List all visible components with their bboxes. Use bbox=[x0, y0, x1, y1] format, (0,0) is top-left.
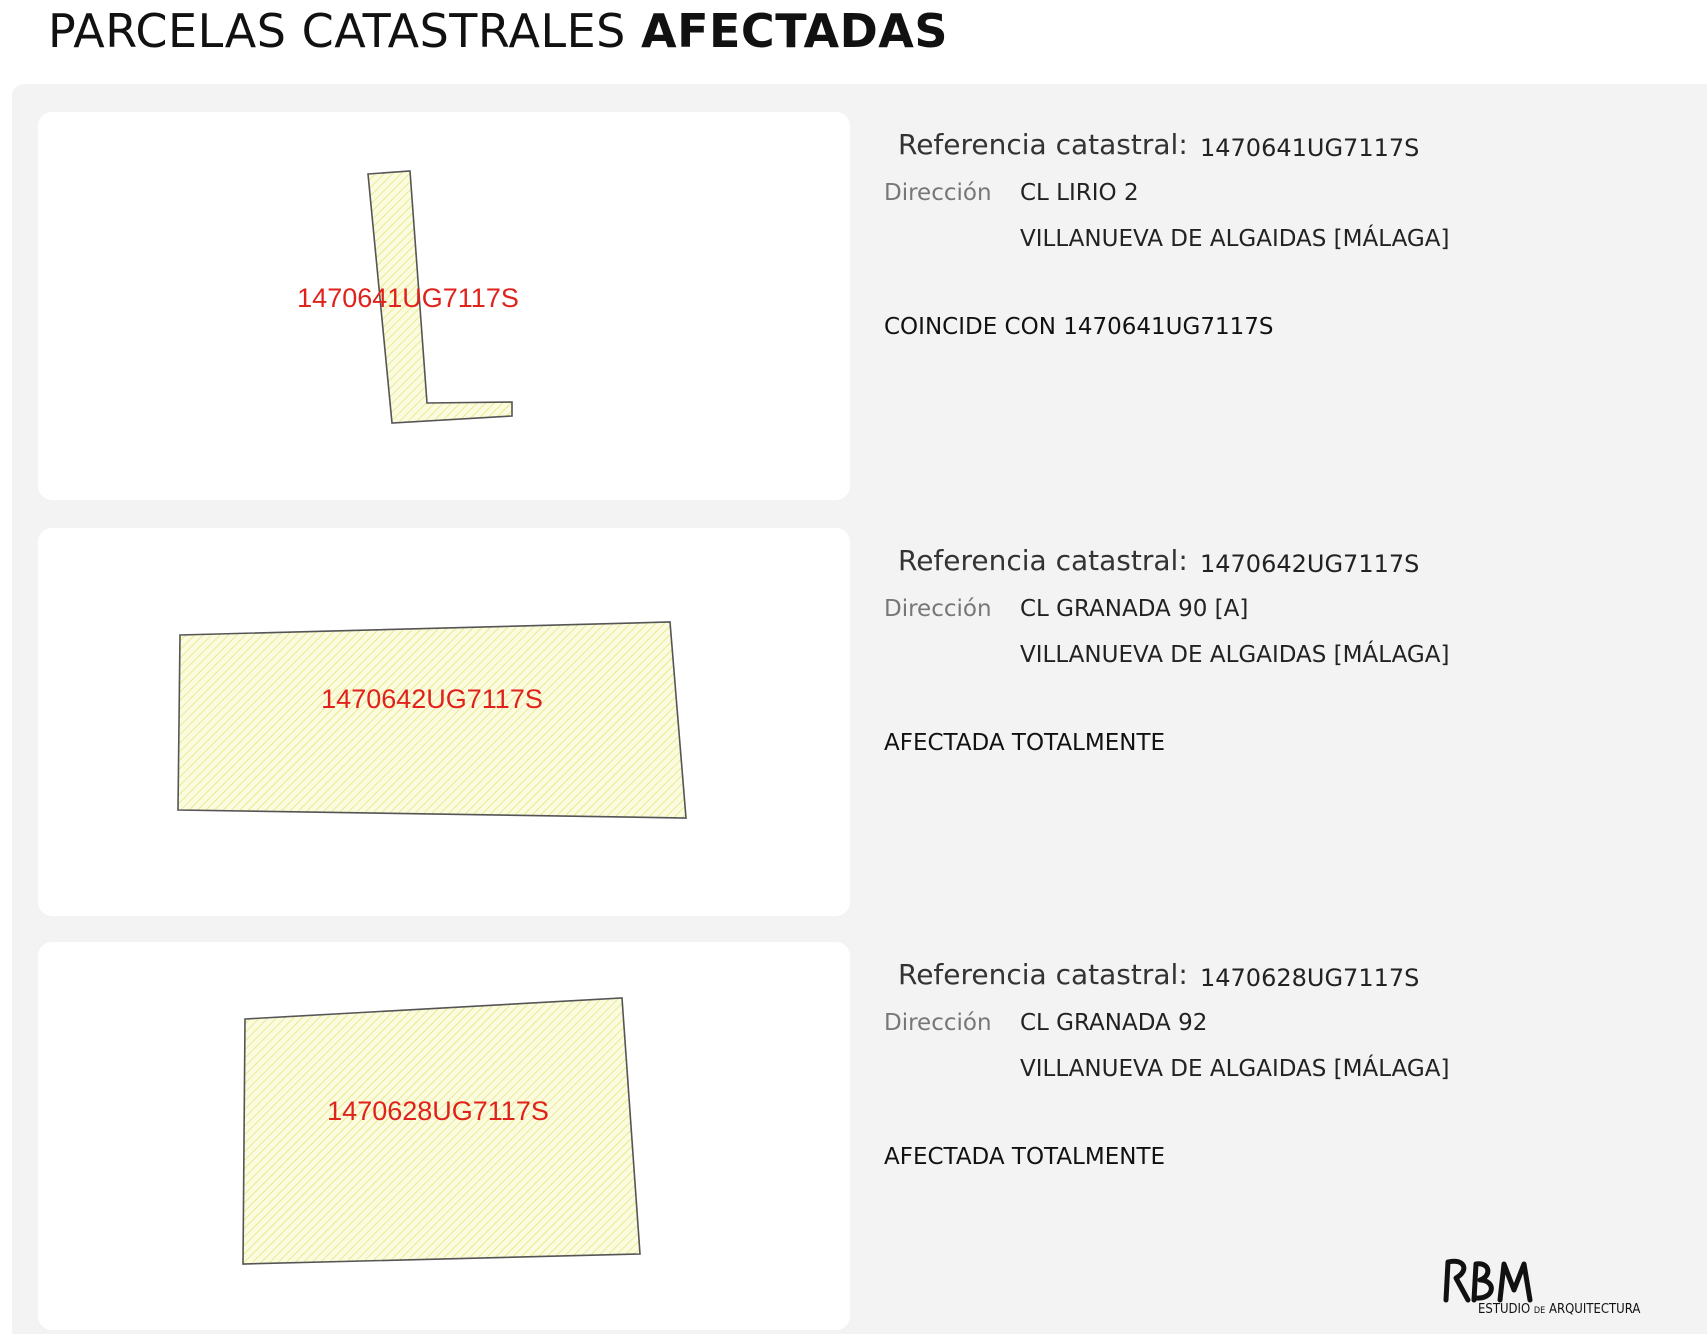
parcel-map-card bbox=[38, 528, 850, 916]
parcel-shape[interactable] bbox=[243, 998, 640, 1264]
page-title: PARCELAS CATASTRALES AFECTADAS bbox=[48, 4, 949, 58]
parcel-map-card bbox=[38, 112, 850, 500]
ref-value: 1470641UG7117S bbox=[1200, 134, 1420, 162]
ref-value: 1470628UG7117S bbox=[1200, 964, 1420, 992]
parcel-map-label: 1470641UG7117S bbox=[297, 283, 519, 313]
address-label: Dirección bbox=[884, 596, 992, 622]
affection-status: AFECTADA TOTALMENTE bbox=[884, 730, 1166, 756]
ref-label: Referencia catastral: bbox=[898, 958, 1188, 991]
address-line-2: VILLANUEVA DE ALGAIDAS [MÁLAGA] bbox=[1020, 642, 1450, 668]
address-line-1: CL GRANADA 92 bbox=[1020, 1010, 1208, 1036]
parcel-row bbox=[12, 528, 1707, 918]
ref-label: Referencia catastral: bbox=[898, 128, 1188, 161]
parcel-row bbox=[12, 112, 1707, 502]
address-line-1: CL GRANADA 90 [A] bbox=[1020, 596, 1249, 622]
address-label: Dirección bbox=[884, 1010, 992, 1036]
ref-value: 1470642UG7117S bbox=[1200, 550, 1420, 578]
parcel-map bbox=[38, 942, 850, 1330]
affection-status: AFECTADA TOTALMENTE bbox=[884, 1144, 1166, 1170]
affection-status: COINCIDE CON 1470641UG7117S bbox=[884, 314, 1274, 340]
address-line-2: VILLANUEVA DE ALGAIDAS [MÁLAGA] bbox=[1020, 1056, 1450, 1082]
parcel-map-label: 1470642UG7117S bbox=[321, 684, 543, 714]
address-line-1: CL LIRIO 2 bbox=[1020, 180, 1139, 206]
parcel-map-label: 1470628UG7117S bbox=[327, 1096, 549, 1126]
content-panel bbox=[12, 84, 1707, 1334]
parcel-map bbox=[38, 112, 850, 500]
parcel-map-card bbox=[38, 942, 850, 1330]
parcel-map bbox=[38, 528, 850, 916]
address-label: Dirección bbox=[884, 180, 992, 206]
parcel-shape[interactable] bbox=[178, 622, 686, 818]
logo-subtitle: ESTUDIO DE ARQUITECTURA bbox=[1478, 1302, 1641, 1317]
ref-label: Referencia catastral: bbox=[898, 544, 1188, 577]
address-line-2: VILLANUEVA DE ALGAIDAS [MÁLAGA] bbox=[1020, 226, 1450, 252]
